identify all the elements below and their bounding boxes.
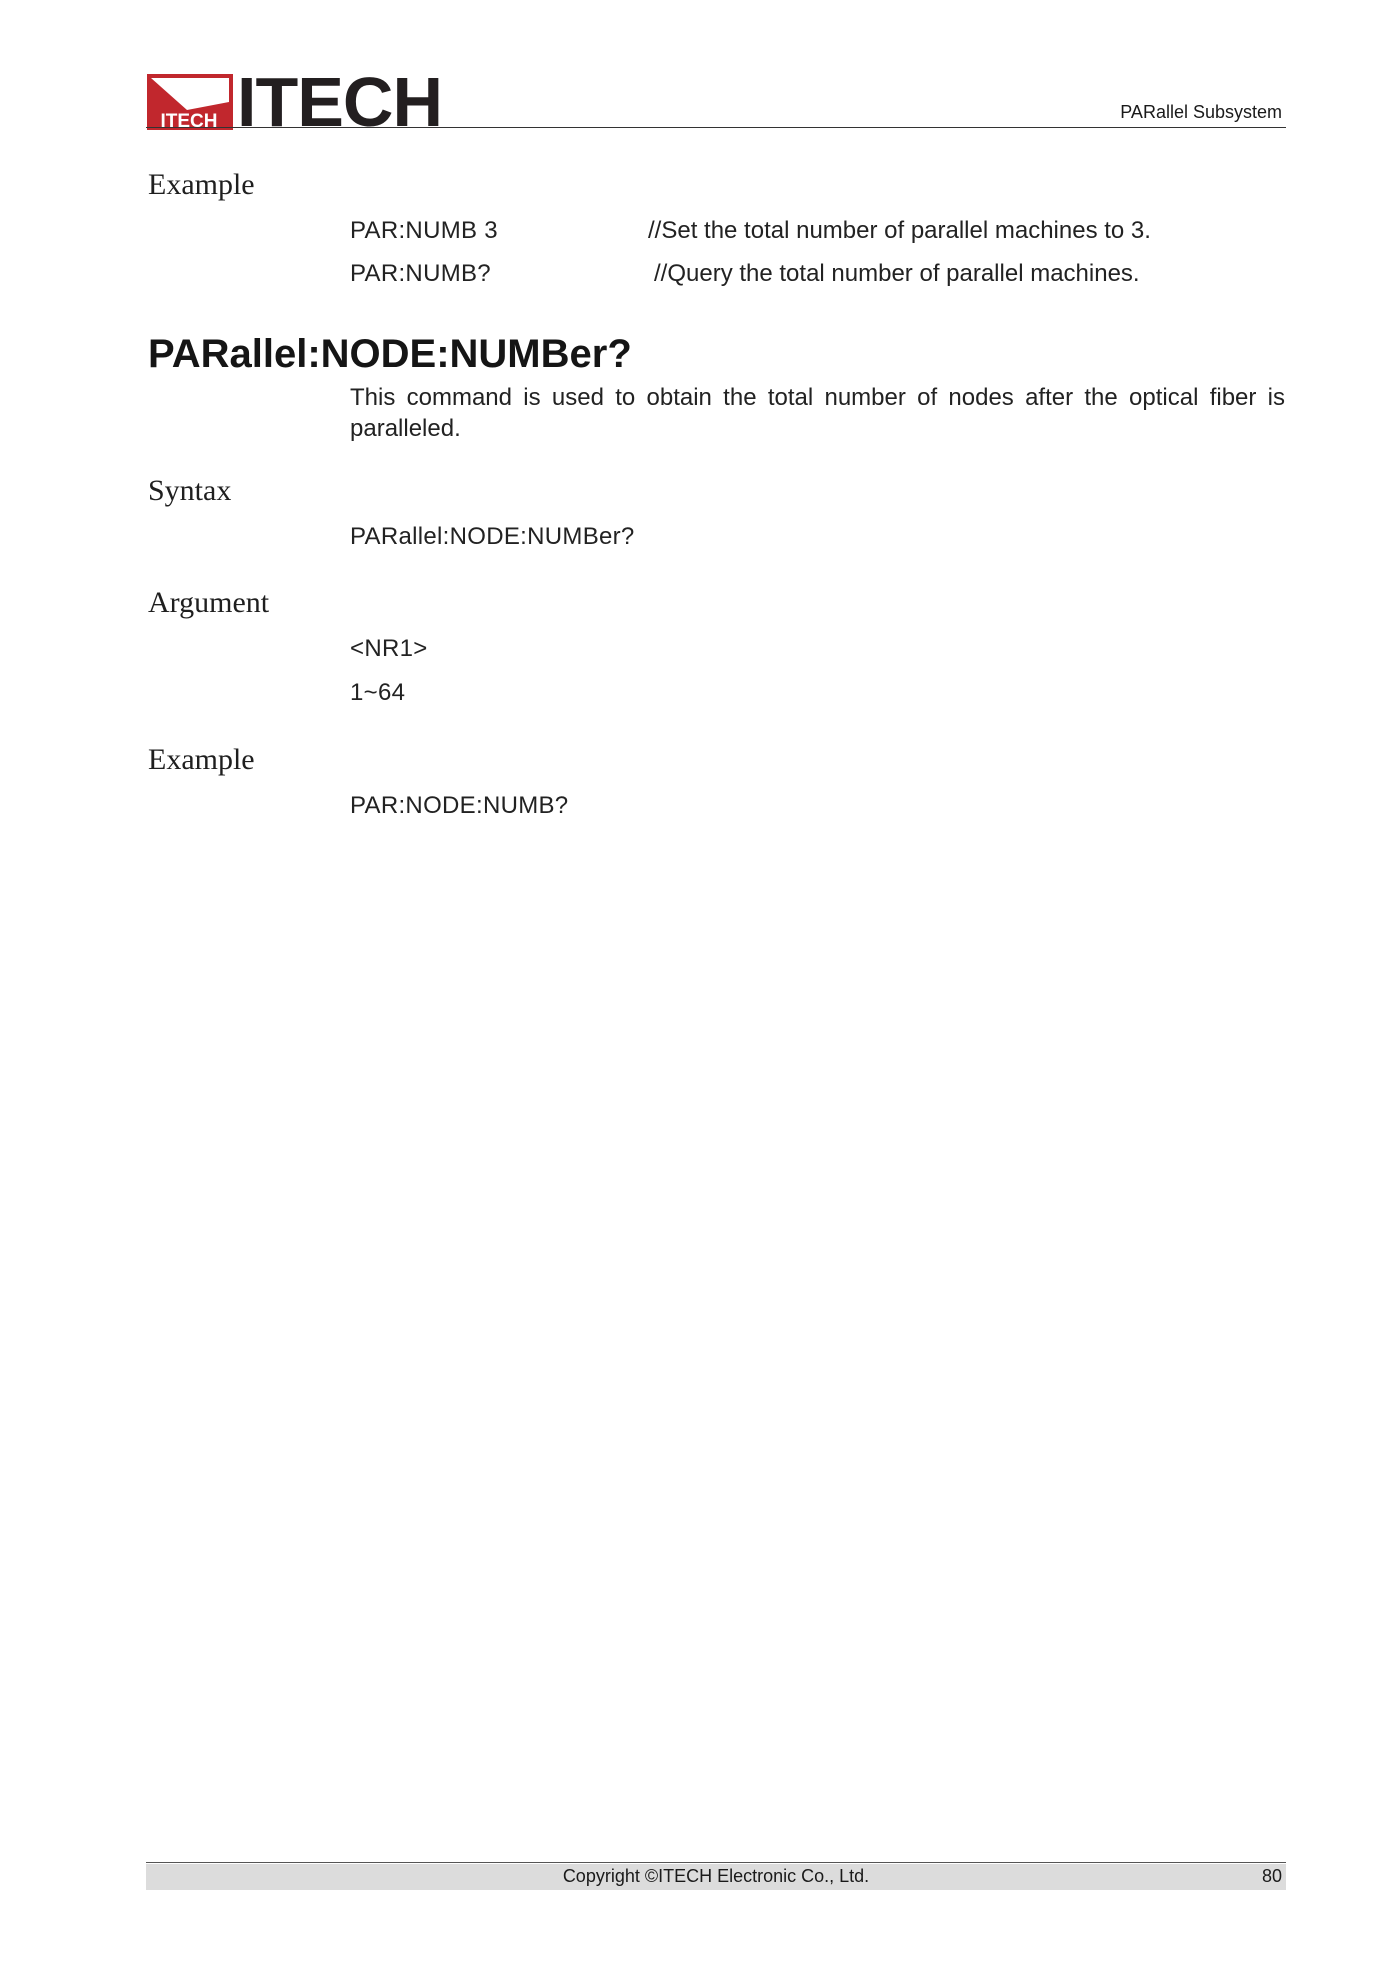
logo-wordmark: ITECH xyxy=(237,63,442,141)
argument-type: <NR1> xyxy=(350,635,428,662)
example-2-code: PAR:NODE:NUMB? xyxy=(350,792,569,819)
command-title: PARallel:NODE:NUMBer? xyxy=(148,332,632,376)
itech-logo-badge xyxy=(147,74,233,130)
example-heading-2: Example xyxy=(148,743,255,776)
footer-divider xyxy=(146,1862,1286,1863)
example-comment-line-2: //Query the total number of parallel machines. xyxy=(654,260,1140,287)
header-divider xyxy=(146,127,1286,128)
syntax-heading: Syntax xyxy=(148,474,232,507)
page-number: 80 xyxy=(1261,1866,1282,1886)
example-code-line-2: PAR:NUMB? xyxy=(350,260,491,287)
argument-heading: Argument xyxy=(148,586,270,619)
itech-logo xyxy=(147,63,442,141)
example-code-line-1: PAR:NUMB 3 xyxy=(350,217,498,244)
logo-badge-text: ITECH xyxy=(160,111,218,130)
syntax-value: PARallel:NODE:NUMBer? xyxy=(350,523,635,550)
command-description: This command is used to obtain the total number of nodes after the optical fiber is paralleled. xyxy=(350,384,1285,442)
header-section-title: PARallel Subsystem xyxy=(1120,102,1282,122)
footer-copyright: Copyright ©ITECH Electronic Co., Ltd. xyxy=(562,1866,870,1886)
argument-range: 1~64 xyxy=(350,679,406,706)
example-heading-1: Example xyxy=(148,168,255,201)
example-comment-line-1: //Set the total number of parallel machines to 3. xyxy=(648,217,1151,244)
